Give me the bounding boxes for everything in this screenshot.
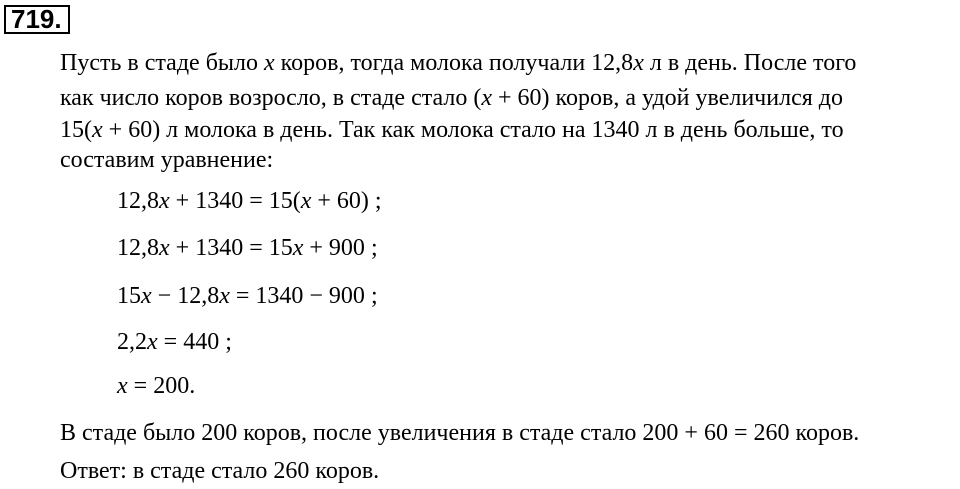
equation-1 — [117, 186, 382, 216]
equation-1-end: ; — [368, 188, 382, 214]
equation-3-part-3: = 1340 − 900 — [229, 283, 365, 309]
paragraph-line-4: составим уравнение: — [60, 147, 274, 173]
equation-3-var-2: x — [219, 283, 230, 309]
paragraph-line-2-var-1: x — [481, 85, 493, 111]
equation-1-var-2: x — [300, 188, 312, 214]
paragraph-line-1-var-2: x — [633, 50, 644, 76]
conclusion-text: В стаде было 200 коров, после увеличения в стаде стало 200 + 60 = 260 коров. — [60, 420, 860, 446]
problem-number: 719. — [11, 4, 62, 34]
equation-5-end: . — [189, 373, 196, 399]
paragraph-line-3 — [60, 115, 844, 146]
equation-4 — [117, 327, 232, 357]
equation-5-var-1: x — [117, 373, 128, 399]
equation-4-var-1: x — [147, 329, 158, 355]
equation-4-end: ; — [219, 329, 232, 355]
paragraph-line-1-post: л в день. После того — [643, 50, 857, 76]
equation-3 — [117, 281, 378, 311]
equation-2-end: ; — [364, 235, 378, 261]
equation-2-var-1: x — [159, 235, 170, 261]
equation-3-part-1: 15 — [117, 283, 141, 309]
paragraph-line-2-post: + 60) коров, а удой увеличился до — [492, 85, 843, 111]
equation-1-var-1: x — [159, 188, 170, 214]
equation-2-part-2: + 1340 = 15 — [169, 235, 293, 261]
paragraph-line-2-pre: как число коров возросло, в стаде стало ( — [60, 85, 482, 111]
equation-5-part-2: = 200 — [127, 373, 190, 399]
equation-2-part-3: + 900 — [303, 235, 365, 261]
paragraph-line-1-var-1: x — [264, 50, 275, 76]
equation-3-end: ; — [364, 283, 378, 309]
equation-4-part-1: 2,2 — [117, 329, 147, 355]
equation-1-part-3: + 60) — [311, 188, 369, 214]
equation-1-part-1: 12,8 — [117, 188, 159, 214]
paragraph-line-1-mid: коров, тогда молока получали 12,8 — [274, 50, 634, 76]
equation-2 — [117, 233, 378, 263]
equation-5 — [117, 371, 195, 401]
paragraph-line-1 — [60, 48, 856, 79]
problem-number-box — [4, 5, 70, 34]
paragraph-line-3-pre: 15( — [60, 117, 92, 143]
answer-text: Ответ: в стаде стало 260 коров. — [60, 458, 380, 484]
equation-2-var-2: x — [292, 235, 304, 261]
paragraph-line-2 — [60, 83, 843, 114]
equation-1-part-2: + 1340 = 15( — [169, 188, 301, 214]
paragraph-line-3-post: + 60) л молока в день. Так как молока стало на 1340 л в день больше, то — [102, 117, 844, 143]
equation-3-var-1: x — [141, 283, 152, 309]
paragraph-line-1-pre: Пусть в стаде было — [60, 50, 265, 76]
equation-3-part-2: − 12,8 — [151, 283, 220, 309]
equation-2-part-1: 12,8 — [117, 235, 159, 261]
paragraph-line-3-var-1: x — [92, 117, 103, 143]
equation-4-part-2: = 440 — [157, 329, 220, 355]
